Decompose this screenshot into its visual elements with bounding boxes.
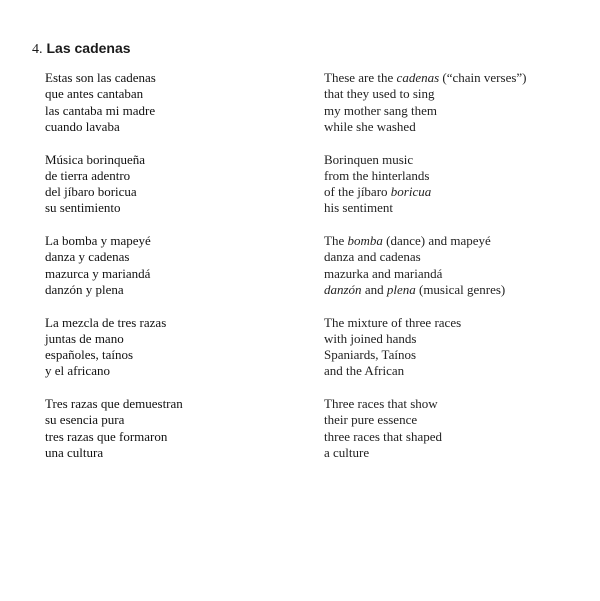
translation-line xyxy=(324,168,527,184)
text-segment: that they used to sing xyxy=(324,86,435,102)
text-segment: (dance) and mapeyé xyxy=(382,233,491,248)
italic-term: boricua xyxy=(390,184,432,200)
translation-line xyxy=(324,315,527,331)
text-segment: three races that shaped xyxy=(324,428,443,444)
text-segment: their pure essence xyxy=(324,412,418,428)
lyric-line: una cultura xyxy=(45,444,104,460)
translation-line xyxy=(324,429,527,445)
spanish-lyrics xyxy=(45,70,183,478)
stanza xyxy=(324,233,527,315)
translation-line xyxy=(324,233,527,249)
text-segment: a culture xyxy=(324,444,370,460)
translation-line xyxy=(324,282,527,298)
song-number: 4. xyxy=(32,42,43,57)
translation-line xyxy=(324,266,527,282)
lyric-line: su esencia pura xyxy=(45,412,125,428)
lyric-line: La mezcla de tres razas xyxy=(45,314,167,330)
text-segment: and xyxy=(361,281,387,297)
lyric-line: juntas de mano xyxy=(45,330,124,346)
text-segment: Spaniards, Taínos xyxy=(324,347,417,363)
translation-line xyxy=(324,347,527,363)
text-segment: These are the xyxy=(324,70,397,85)
italic-term: bomba xyxy=(347,233,383,248)
italic-term: cadenas xyxy=(396,70,440,85)
lyric-line: su sentimiento xyxy=(45,200,121,216)
stanza xyxy=(45,396,183,478)
stanza xyxy=(45,70,183,152)
lyric-line: danza y cadenas xyxy=(45,249,130,265)
translation-line xyxy=(324,184,527,200)
translation-line xyxy=(324,119,527,135)
lyric-line: que antes cantaban xyxy=(45,86,144,102)
lyric-line: Estas son las cadenas xyxy=(45,70,156,85)
translation-line xyxy=(324,70,527,86)
translation-line xyxy=(324,152,527,168)
lyric-line: mazurca y mariandá xyxy=(45,265,151,281)
text-segment: The xyxy=(324,233,348,248)
stanza xyxy=(45,233,183,315)
text-segment: while she washed xyxy=(324,118,416,134)
lyric-line: las cantaba mi madre xyxy=(45,102,156,118)
text-segment: my mother sang them xyxy=(324,102,438,118)
translation-line xyxy=(324,396,527,412)
stanza xyxy=(324,70,527,152)
text-segment: (musical genres) xyxy=(415,281,506,297)
lyric-line: danzón y plena xyxy=(45,281,124,297)
text-segment: Borinquen music xyxy=(324,151,414,167)
lyric-line: de tierra adentro xyxy=(45,167,131,183)
translation-line xyxy=(324,445,527,461)
song-heading xyxy=(32,40,131,58)
stanza xyxy=(45,315,183,397)
stanza xyxy=(324,315,527,397)
lyric-line: cuando lavaba xyxy=(45,118,120,134)
text-segment: his sentiment xyxy=(324,200,393,216)
text-segment: (“chain verses”) xyxy=(439,70,527,85)
lyric-line: y el africano xyxy=(45,363,110,379)
lyric-line: tres razas que formaron xyxy=(45,428,168,444)
italic-term: plena xyxy=(386,281,416,297)
stanza xyxy=(324,396,527,478)
translation-line xyxy=(324,331,527,347)
text-segment: The mixture of three races xyxy=(324,314,462,330)
lyric-line: Música borinqueña xyxy=(45,151,146,167)
text-segment: Three races that show xyxy=(324,396,438,411)
stanza xyxy=(324,152,527,234)
lyric-line: La bomba y mapeyé xyxy=(45,233,151,248)
translation-line xyxy=(324,363,527,379)
translation-line xyxy=(324,200,527,216)
italic-term: danzón xyxy=(324,281,362,297)
text-segment: with joined hands xyxy=(324,330,417,346)
lyric-line: del jíbaro boricua xyxy=(45,184,137,200)
translation-line xyxy=(324,249,527,265)
text-segment: danza and cadenas xyxy=(324,249,421,265)
text-segment: mazurka and mariandá xyxy=(324,265,443,281)
text-segment: of the jíbaro xyxy=(324,184,391,200)
text-segment: from the hinterlands xyxy=(324,167,430,183)
translation-line xyxy=(324,86,527,102)
lyric-line: Tres razas que demuestran xyxy=(45,396,183,411)
stanza xyxy=(45,152,183,234)
song-title: Las cadenas xyxy=(46,40,131,56)
translation-line xyxy=(324,103,527,119)
translation-line xyxy=(324,412,527,428)
lyric-line: españoles, taínos xyxy=(45,347,134,363)
text-segment: and the African xyxy=(324,363,405,379)
english-translation xyxy=(324,70,527,478)
